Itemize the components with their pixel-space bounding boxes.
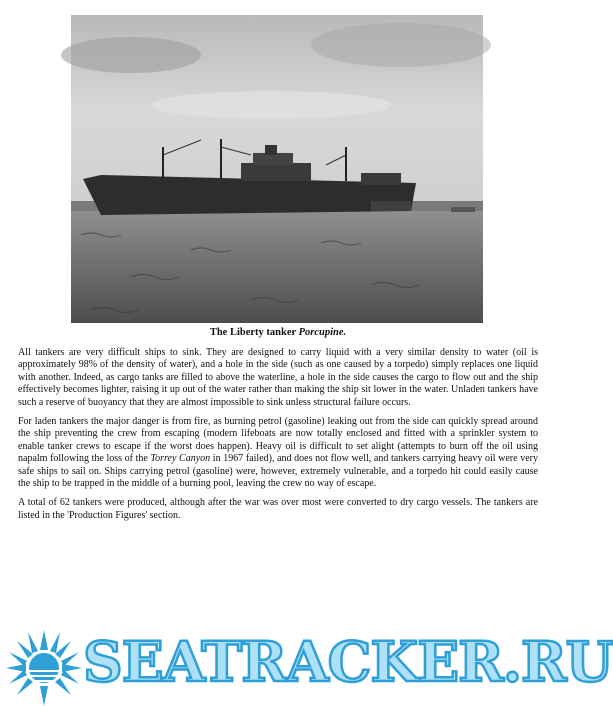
- logo-wordmark: SEATRACKER.RU: [83, 629, 613, 694]
- paragraph-2: [18, 416, 538, 490]
- sun-over-sea-icon: [6, 624, 86, 706]
- ship-photo: [71, 15, 483, 323]
- caption-prefix: The Liberty tanker: [209, 327, 299, 338]
- caption-ship-name: Porcupine.: [298, 327, 347, 338]
- paragraph-3: A total of 62 tankers were produced, although after the war was over most were converted to dry cargo vessels. The tankers are listed in the 'Production Figures' section.: [18, 497, 538, 521]
- torrey-canyon-name: Torrey Canyon: [150, 453, 211, 465]
- paragraph-1: All tankers are very difficult ships to sink. They are designed to carry liquid with a very similar density to water (oil is approximately 98% of the density of water), and a hole in the side (such as one caused by a torpedo) simply replaces one liquid with another. Indeed, as cargo tanks are filled to above the waterline, a hole in the side causes the cargo to flow out and the ship effectively becomes lighter, raising it up out of the water rather than making the ship sit lower in the water. Unladen tankers have such a reserve of buoyancy that they are almost impossible to sink unless structural failure occurs.: [18, 347, 538, 408]
- seatracker-logo: [6, 624, 613, 706]
- paragraph-2-part-1: For laden tankers the major danger is from fire, as burning petrol (gasoline) leaking out from the side can quickly spread around the ship preventing the crew from escaping (modern lifeboats are now totally enclosed and fitted with a sprinkler system to enable tanker crews to escape if the worst does happen). Heavy oil is difficult to set alight (attempts to burn off the oil using napalm following the loss of the: [18, 416, 538, 465]
- article-body: [18, 347, 538, 529]
- paragraph-2-part-2: in 1967 failed), and does not flow well, and tankers carrying heavy oil were very safe ships to sail on. Ships carrying petrol (gasoline) were, however, extremely vulnerable, and a torpedo hit could easily cause the ship to be trapped in the middle of a burning pool, leaving the crew no way of escape.: [18, 453, 538, 490]
- photo-caption: [0, 327, 556, 338]
